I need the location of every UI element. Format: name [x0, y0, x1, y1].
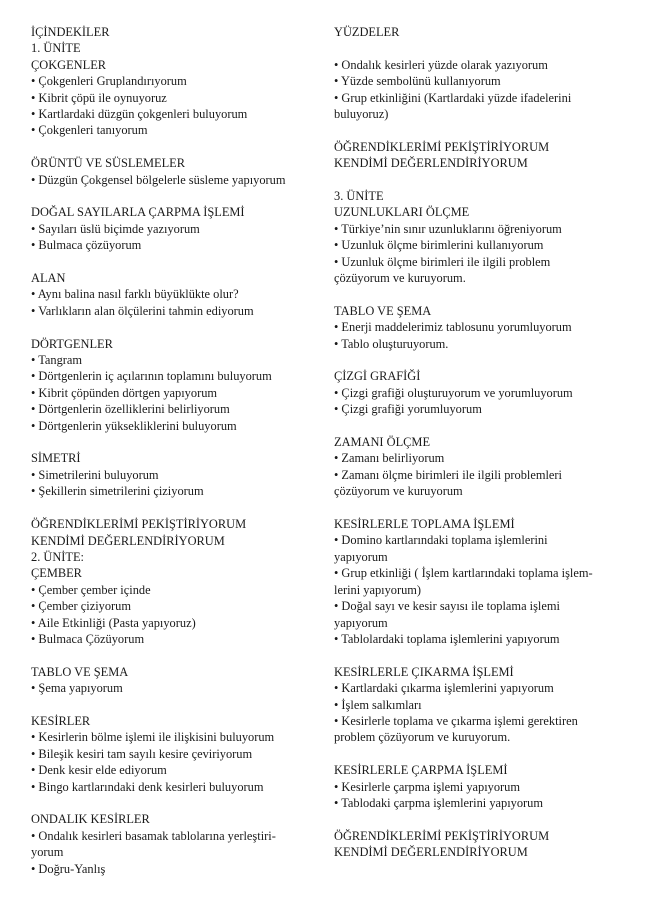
- toc-item: • Tablodaki çarpma işlemlerini yapıyorum: [334, 795, 544, 810]
- toc-heading: UZUNLUKLARI ÖLÇME: [334, 205, 470, 220]
- toc-item: • Şekillerin simetrilerini çiziyorum: [31, 484, 204, 499]
- toc-heading: TABLO VE ŞEMA: [334, 303, 432, 318]
- toc-item: • Bingo kartlarındaki denk kesirleri buluyorum: [31, 779, 264, 794]
- toc-item: • Bulmaca Çözüyorum: [31, 631, 145, 646]
- toc-heading: DÖRTGENLER: [31, 336, 113, 351]
- toc-item: • Doğru-Yanlış: [31, 861, 106, 876]
- spacer: [31, 188, 321, 204]
- toc-item: • Kesirlerle çarpma işlemi yapıyorum: [334, 779, 521, 794]
- toc-right-column: [334, 24, 624, 861]
- toc-heading: ZAMANI ÖLÇME: [334, 435, 431, 450]
- spacer: [31, 319, 321, 335]
- toc-heading: ALAN: [31, 271, 66, 286]
- spacer: [31, 434, 321, 450]
- spacer: [334, 172, 624, 188]
- toc-item: • Yüzde sembolünü kullanıyorum: [334, 74, 501, 89]
- spacer: [334, 418, 624, 434]
- spacer: [334, 40, 624, 56]
- spacer: [334, 647, 624, 663]
- spacer: [334, 811, 624, 827]
- toc-item: • Kesirlerle toplama ve çıkarma işlemi gerektiren: [334, 713, 578, 728]
- toc-item: • Çokgenleri Gruplandırıyorum: [31, 74, 187, 89]
- toc-item: • Denk kesir elde ediyorum: [31, 763, 167, 778]
- toc-item: • Dörtgenlerin yüksekliklerini buluyorum: [31, 418, 237, 433]
- toc-heading: 3. ÜNİTE: [334, 189, 384, 204]
- spacer: [31, 697, 321, 713]
- toc-heading: KENDİMİ DEĞERLENDİRİYORUM: [334, 156, 528, 171]
- toc-heading: ONDALIK KESİRLER: [31, 812, 150, 827]
- toc-item: • Kartlardaki düzgün çokgenleri buluyorum: [31, 107, 248, 122]
- toc-item: • Kibrit çöpü ile oynuyoruz: [31, 90, 167, 105]
- spacer: [31, 139, 321, 155]
- toc-heading: SİMETRİ: [31, 451, 81, 466]
- toc-left-column: [31, 24, 321, 877]
- toc-item: • Enerji maddelerimiz tablosunu yorumluyorum: [334, 320, 572, 335]
- spacer: [334, 286, 624, 302]
- toc-item: • Çizgi grafiği yorumluyorum: [334, 402, 482, 417]
- toc-heading: KENDİMİ DEĞERLENDİRİYORUM: [334, 845, 528, 860]
- toc-item: • Simetrilerini buluyorum: [31, 467, 159, 482]
- toc-heading: ÖĞRENDİKLERİMİ PEKİŞTİRİYORUM: [334, 139, 550, 154]
- toc-item: • Sayıları üslü biçimde yazıyorum: [31, 221, 200, 236]
- toc-heading: ÇOKGENLER: [31, 57, 107, 72]
- toc-item: • Ondalık kesirleri yüzde olarak yazıyorum: [334, 57, 548, 72]
- toc-item: • Uzunluk ölçme birimlerini kullanıyorum: [334, 238, 544, 253]
- toc-heading: ÇEMBER: [31, 566, 82, 581]
- spacer: [31, 795, 321, 811]
- toc-item: • Dörtgenlerin özelliklerini belirliyorum: [31, 402, 230, 417]
- toc-item: • Çember çember içinde: [31, 582, 151, 597]
- spacer: [31, 500, 321, 516]
- toc-item: • Ondalık kesirleri basamak tablolarına yerleştiri-: [31, 828, 276, 843]
- toc-heading: KENDİMİ DEĞERLENDİRİYORUM: [31, 533, 225, 548]
- toc-item: • İşlem salkımları: [334, 697, 422, 712]
- toc-heading: yapıyorum: [334, 549, 388, 564]
- spacer: [334, 122, 624, 138]
- toc-item: • Çizgi grafiği oluşturuyorum ve yorumluyorum: [334, 385, 573, 400]
- toc-item: • Bulmaca çözüyorum: [31, 238, 142, 253]
- toc-item: • Tangram: [31, 353, 83, 368]
- spacer: [334, 352, 624, 368]
- toc-heading: çözüyorum ve kuruyorum.: [334, 271, 466, 286]
- toc-heading: KESİRLERLE TOPLAMA İŞLEMİ: [334, 517, 515, 532]
- spacer: [31, 647, 321, 663]
- toc-item: • Düzgün Çokgensel bölgelerle süsleme yapıyorum: [31, 172, 286, 187]
- toc-item: • Grup etkinliğini (Kartlardaki yüzde ifadelerini: [334, 90, 572, 105]
- toc-item: • Çokgenleri tanıyorum: [31, 123, 148, 138]
- toc-item: • Tablolardaki toplama işlemlerini yapıyorum: [334, 631, 560, 646]
- toc-heading: YÜZDELER: [334, 25, 400, 39]
- toc-item: • Tablo oluşturuyorum.: [334, 336, 449, 351]
- toc-item: • Zamanı ölçme birimleri ile ilgili problemleri: [334, 467, 562, 482]
- toc-heading: KESİRLER: [31, 713, 91, 728]
- toc-heading: buluyoruz): [334, 107, 389, 122]
- toc-item: • Uzunluk ölçme birimleri ile ilgili problem: [334, 254, 551, 269]
- toc-heading: yorum: [31, 845, 64, 860]
- toc-heading: çözüyorum ve kuruyorum: [334, 484, 463, 499]
- toc-item: • Kesirlerin bölme işlemi ile ilişkisini buluyorum: [31, 730, 275, 745]
- toc-item: • Domino kartlarındaki toplama işlemlerini: [334, 533, 548, 548]
- spacer: [31, 254, 321, 270]
- toc-item: • Varlıkların alan ölçülerini tahmin ediyorum: [31, 303, 254, 318]
- toc-heading: KESİRLERLE ÇARPMA İŞLEMİ: [334, 763, 508, 778]
- toc-heading: problem çözüyorum ve kuruyorum.: [334, 730, 511, 745]
- spacer: [334, 746, 624, 762]
- toc-heading: ÇİZGİ GRAFİĞİ: [334, 369, 421, 384]
- toc-heading: İÇİNDEKİLER: [31, 25, 110, 39]
- toc-heading: KESİRLERLE ÇIKARMA İŞLEMİ: [334, 664, 514, 679]
- toc-heading: ÖĞRENDİKLERİMİ PEKİŞTİRİYORUM: [334, 828, 550, 843]
- toc-item: • Bileşik kesiri tam sayılı kesire çeviriyorum: [31, 746, 253, 761]
- toc-item: • Grup etkinliği ( İşlem kartlarındaki toplama işlem-: [334, 566, 593, 581]
- toc-heading: ÖRÜNTÜ VE SÜSLEMELER: [31, 156, 185, 171]
- toc-item: • Kartlardaki çıkarma işlemlerini yapıyorum: [334, 681, 554, 696]
- toc-item: • Türkiye’nin sınır uzunluklarını öğreniyorum: [334, 221, 562, 236]
- spacer: [334, 500, 624, 516]
- toc-heading: lerini yapıyorum): [334, 582, 422, 597]
- toc-item: • Doğal sayı ve kesir sayısı ile toplama işlemi: [334, 599, 560, 614]
- toc-item: • Şema yapıyorum: [31, 681, 123, 696]
- toc-heading: DOĞAL SAYILARLA ÇARPMA İŞLEMİ: [31, 205, 245, 220]
- toc-item: • Kibrit çöpünden dörtgen yapıyorum: [31, 385, 218, 400]
- toc-heading: 2. ÜNİTE:: [31, 549, 84, 564]
- toc-heading: 1. ÜNİTE: [31, 41, 81, 56]
- toc-heading: ÖĞRENDİKLERİMİ PEKİŞTİRİYORUM: [31, 517, 247, 532]
- toc-item: • Zamanı belirliyorum: [334, 451, 445, 466]
- toc-item: • Aynı balina nasıl farklı büyüklükte olur?: [31, 287, 239, 302]
- toc-item: • Dörtgenlerin iç açılarının toplamını buluyorum: [31, 369, 272, 384]
- toc-item: • Aile Etkinliği (Pasta yapıyoruz): [31, 615, 196, 630]
- toc-heading: TABLO VE ŞEMA: [31, 664, 129, 679]
- toc-item: • Çember çiziyorum: [31, 599, 131, 614]
- toc-heading: yapıyorum: [334, 615, 388, 630]
